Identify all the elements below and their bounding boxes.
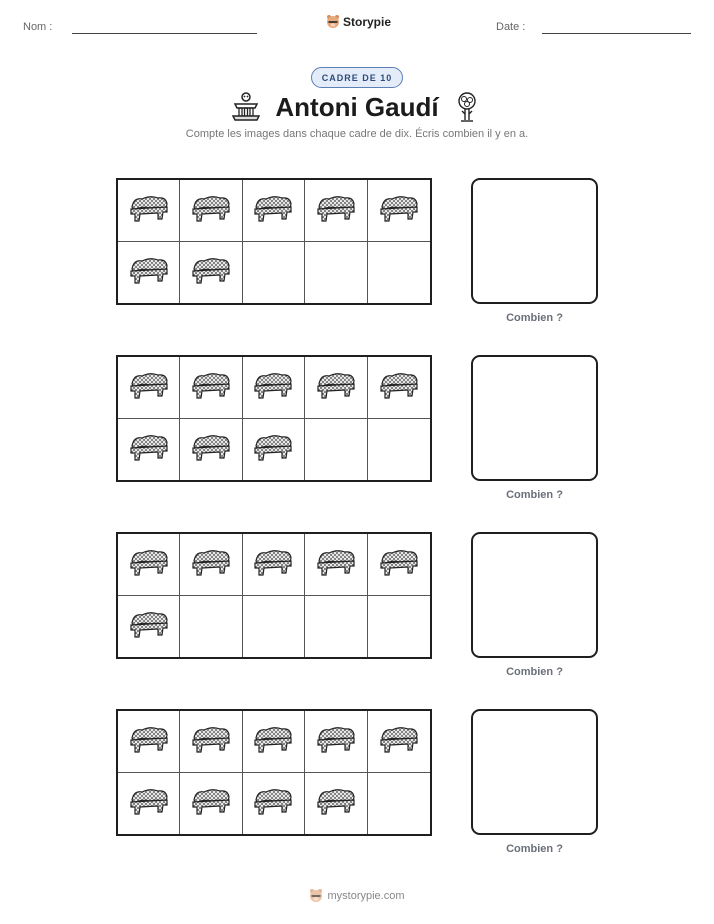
date-label: Date : (496, 21, 526, 33)
answer-box-4[interactable] (471, 709, 598, 835)
bench-icon (128, 786, 170, 821)
page-title: Antoni Gaudí (275, 92, 439, 122)
frame-cell (243, 711, 305, 773)
bench-icon (190, 786, 232, 821)
bench-icon (190, 724, 232, 759)
frame-cell (305, 534, 367, 596)
bench-icon (252, 786, 294, 821)
name-label: Nom : (23, 21, 53, 33)
frame-cell (118, 711, 180, 773)
combien-label-3: Combien ? (506, 666, 563, 678)
brand-logo (326, 14, 391, 30)
bench-icon (128, 193, 170, 228)
bench-icon (315, 193, 357, 228)
bench-icon (128, 724, 170, 759)
answer-box-1[interactable] (471, 178, 598, 304)
frame-cell (243, 419, 305, 481)
frame-cell (180, 596, 242, 658)
ten-frame-3 (116, 532, 432, 659)
date-field[interactable] (542, 33, 691, 34)
frame-cell (305, 773, 367, 835)
ten-frame-1 (116, 178, 432, 305)
bench-icon (252, 432, 294, 467)
frame-cell (368, 419, 430, 481)
bench-icon (128, 432, 170, 467)
frame-cell (180, 180, 242, 242)
frame-cell (243, 357, 305, 419)
footer (0, 888, 714, 904)
frame-cell (368, 180, 430, 242)
bench-icon (378, 370, 420, 405)
frame-cell (180, 357, 242, 419)
name-field[interactable] (72, 33, 257, 34)
frame-cell (243, 773, 305, 835)
bench-icon (315, 547, 357, 582)
frame-cell (118, 534, 180, 596)
frame-cell (118, 242, 180, 304)
bench-icon (128, 255, 170, 290)
combien-label-1: Combien ? (506, 312, 563, 324)
bench-icon (315, 786, 357, 821)
bench-icon (252, 724, 294, 759)
bench-icon (190, 547, 232, 582)
combien-label-2: Combien ? (506, 489, 563, 501)
frame-cell (243, 534, 305, 596)
ten-frame-2 (116, 355, 432, 482)
bench-icon (252, 193, 294, 228)
frame-cell (305, 180, 367, 242)
frame-cell (368, 534, 430, 596)
combien-label-4: Combien ? (506, 843, 563, 855)
bench-icon (190, 255, 232, 290)
bench-icon (378, 547, 420, 582)
bench-icon (315, 370, 357, 405)
bench-icon (252, 370, 294, 405)
answer-box-3[interactable] (471, 532, 598, 658)
bench-icon (128, 609, 170, 644)
frame-cell (180, 534, 242, 596)
bench-icon (315, 724, 357, 759)
frame-cell (243, 242, 305, 304)
bench-icon (378, 193, 420, 228)
storypie-mascot-icon (309, 888, 323, 904)
ten-frame-4 (116, 709, 432, 836)
frame-cell (180, 773, 242, 835)
frame-cell (368, 711, 430, 773)
bench-icon (378, 724, 420, 759)
frame-cell (118, 419, 180, 481)
frame-cell (305, 711, 367, 773)
frame-cell (180, 419, 242, 481)
frame-cell (305, 242, 367, 304)
answer-box-2[interactable] (471, 355, 598, 481)
frame-cell (118, 773, 180, 835)
frame-cell (118, 180, 180, 242)
bench-icon (128, 547, 170, 582)
frame-cell (180, 711, 242, 773)
brand-name: Storypie (343, 15, 392, 29)
frame-cell (243, 180, 305, 242)
bench-icon (190, 432, 232, 467)
tree-icon (455, 91, 479, 123)
bench-icon (190, 193, 232, 228)
frame-cell (305, 357, 367, 419)
frame-cell (180, 242, 242, 304)
bench-icon (252, 547, 294, 582)
frame-cell (118, 357, 180, 419)
frame-cell (368, 596, 430, 658)
footer-site: mystorypie.com (327, 890, 405, 902)
bench-icon (190, 370, 232, 405)
frame-cell (305, 419, 367, 481)
bench-icon (128, 370, 170, 405)
frame-cell (368, 242, 430, 304)
frame-cell (118, 596, 180, 658)
storypie-mascot-icon (326, 14, 340, 30)
instructions: Compte les images dans chaque cadre de dix. Écris combien il y en a. (185, 128, 529, 140)
frame-cell (243, 596, 305, 658)
frame-cell (368, 773, 430, 835)
frame-cell (368, 357, 430, 419)
frame-cell (305, 596, 367, 658)
worksheet-type-badge: CADRE DE 10 (311, 67, 403, 88)
